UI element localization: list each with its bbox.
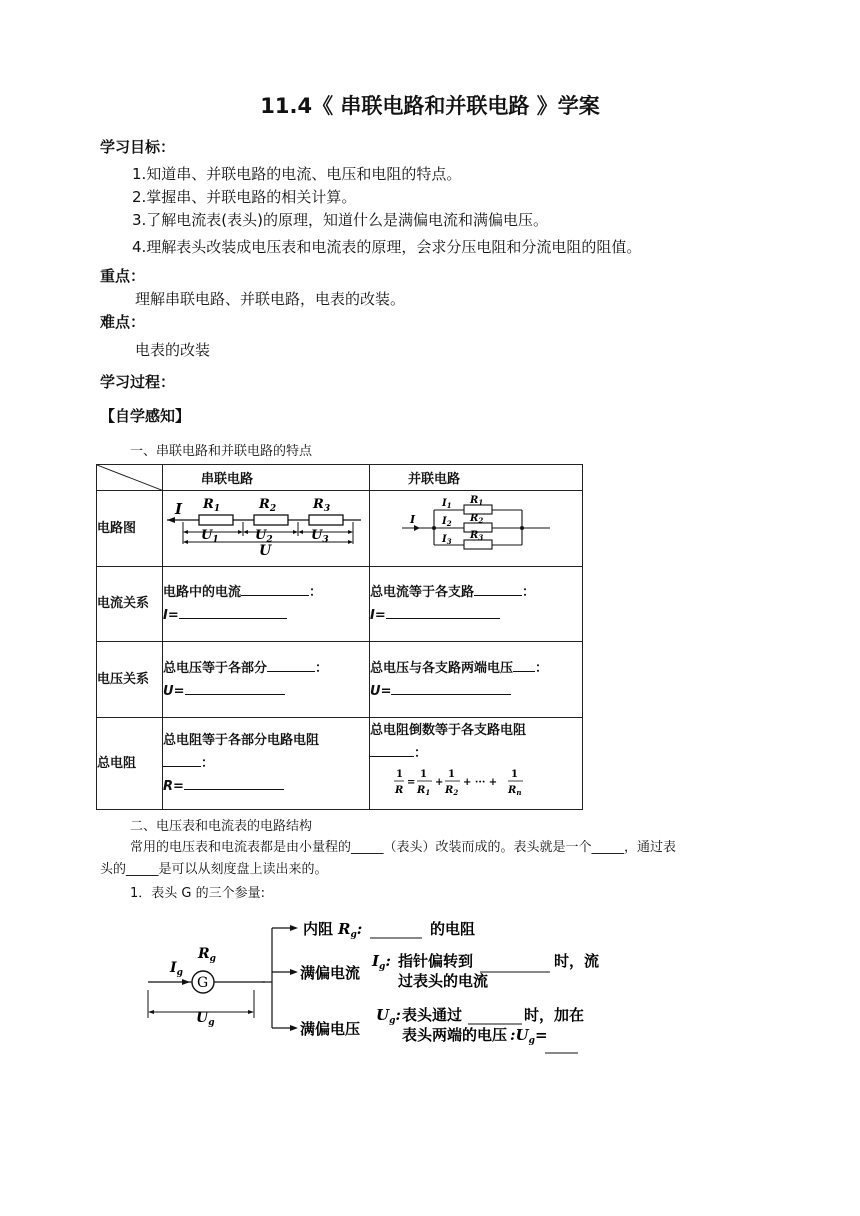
svg-text:+ ··· +: + ··· + bbox=[463, 776, 498, 788]
series-resistance-cell: 总电阻等于各部分电路电阻 ： R= bbox=[163, 718, 370, 810]
svg-text:R2: $R_2$ bbox=[470, 512, 484, 525]
series-current-cell: 电路中的电流 ： I= bbox=[163, 567, 370, 642]
svg-text:I: I bbox=[410, 512, 416, 526]
objective-item: 3.了解电流表(表头)的原理，知道什么是满偏电流和满偏电压。 bbox=[132, 211, 549, 229]
parallel-column-header: 并联电路 bbox=[370, 465, 583, 491]
svg-text:R1: $R_1$ bbox=[470, 494, 484, 507]
table-header-row bbox=[97, 465, 583, 491]
section2-item1: 1．表头 G 的三个参量: bbox=[130, 886, 265, 901]
series-circuit-diagram bbox=[163, 492, 368, 562]
galvanometer-diagram bbox=[140, 910, 620, 1060]
diagonal-line bbox=[97, 465, 164, 491]
series-column-header: 串联电路 bbox=[163, 465, 370, 491]
svg-text:G: G bbox=[197, 975, 209, 991]
svg-text:Ig: $I_g$ bbox=[170, 960, 183, 978]
row-label-diagram: 电路图 bbox=[97, 491, 163, 567]
svg-text:Rn: $R_n$ bbox=[508, 784, 522, 797]
svg-text:满偏电压: 满偏电压 bbox=[300, 1020, 361, 1038]
svg-text:表头两端的电压: 表头两端的电压 bbox=[402, 1026, 508, 1044]
svg-text:R: R bbox=[395, 784, 404, 796]
series-diagram-cell bbox=[163, 491, 370, 567]
label-i: I bbox=[175, 499, 183, 518]
series-voltage-cell: 总电压等于各部分 ： U= bbox=[163, 642, 370, 718]
table-row bbox=[97, 567, 583, 642]
svg-text:I1: $I_1$ bbox=[442, 497, 452, 510]
section1-heading: 一、串联电路和并联电路的特点 bbox=[130, 444, 313, 459]
svg-text:U3: $U_3$ bbox=[311, 527, 329, 545]
svg-text:R2: $R_2$ bbox=[259, 496, 277, 514]
resistor-r2 bbox=[254, 515, 288, 525]
svg-text:Ig:: $I_g$: bbox=[372, 952, 391, 972]
table-row bbox=[97, 642, 583, 718]
objectives-heading: 学习目标： bbox=[100, 138, 176, 156]
table-row bbox=[97, 718, 583, 810]
svg-text:时，流: 时，流 bbox=[554, 952, 600, 970]
svg-text:+: + bbox=[435, 776, 444, 788]
parallel-resistance-formula bbox=[392, 765, 532, 801]
svg-text::Ug=: $:U_g=$ bbox=[510, 1026, 548, 1046]
section2-paragraph-line2: 头的_____是可以从刻度盘上读出来的。 bbox=[100, 862, 328, 877]
svg-text:R2: $R_2$ bbox=[445, 784, 459, 797]
svg-text:R3: $R_3$ bbox=[470, 529, 484, 542]
svg-text:I2: $I_2$ bbox=[442, 515, 452, 528]
svg-text:=: = bbox=[407, 776, 416, 788]
svg-text:1: 1 bbox=[448, 768, 455, 780]
arrow-icon bbox=[167, 517, 175, 523]
svg-text:R3: $R_3$ bbox=[313, 496, 331, 514]
svg-text:Rg: $R_g$ bbox=[198, 946, 216, 964]
svg-text:R1: $R_1$ bbox=[203, 496, 221, 514]
svg-text:U1: $U_1$ bbox=[201, 527, 219, 545]
svg-text:指针偏转到: 指针偏转到 bbox=[398, 952, 474, 970]
svg-text:U: U bbox=[259, 542, 272, 559]
svg-text:内阻: 内阻 bbox=[303, 920, 334, 938]
difficulties-heading: 难点： bbox=[100, 313, 146, 331]
section2-paragraph-line1: 常用的电压表和电流表都是由小量程的_____（表头）改装而成的。表头就是一个_____，通过表 bbox=[130, 840, 677, 855]
svg-text:满偏电流: 满偏电流 bbox=[300, 964, 361, 982]
difficulties-text: 电表的改装 bbox=[135, 341, 211, 359]
page-title: 11.4《 串联电路和并联电路 》学案 bbox=[260, 94, 600, 118]
svg-text:R1: $R_1$ bbox=[417, 784, 431, 797]
parallel-resistance-cell: 总电阻倒数等于各支路电阻 ： 1 R = 1 $R_1$ + 1 $R_2$ + ··· + 1 $R_n$ bbox=[370, 718, 583, 810]
key-points-heading: 重点： bbox=[100, 267, 146, 285]
section2-heading: 二、电压表和电流表的电路结构 bbox=[130, 819, 313, 834]
svg-text:1: 1 bbox=[420, 768, 427, 780]
svg-text:U2: $U_2$ bbox=[255, 527, 273, 545]
process-heading: 学习过程： bbox=[100, 373, 176, 391]
parallel-voltage-cell: 总电压与各支路两端电压 ： U= bbox=[370, 642, 583, 718]
objective-item: 1.知道串、并联电路的电流、电压和电阻的特点。 bbox=[132, 165, 462, 183]
resistor-r1 bbox=[199, 515, 233, 525]
objective-item: 4.理解表头改装成电压表和电流表的原理，会求分压电阻和分流电阻的阻值。 bbox=[132, 238, 642, 256]
svg-text:的电阻: 的电阻 bbox=[430, 920, 476, 938]
svg-text:1: 1 bbox=[396, 768, 403, 780]
resistor-r3 bbox=[309, 515, 343, 525]
comparison-table bbox=[96, 464, 583, 810]
corner-cell bbox=[97, 465, 163, 491]
key-points-text: 理解串联电路、并联电路，电表的改装。 bbox=[135, 290, 406, 308]
parallel-diagram-cell bbox=[370, 491, 583, 567]
parallel-circuit-diagram bbox=[370, 492, 581, 562]
parallel-current-cell: 总电流等于各支路 ： I= bbox=[370, 567, 583, 642]
svg-text:I3: $I_3$ bbox=[442, 533, 452, 546]
svg-text:过表头的电流: 过表头的电流 bbox=[398, 972, 489, 990]
svg-text:表头通过: 表头通过 bbox=[402, 1006, 463, 1024]
svg-text:Ug:: $U_g$: bbox=[376, 1006, 401, 1026]
svg-text:1: 1 bbox=[511, 768, 518, 780]
row-label-resistance: 总电阻 bbox=[97, 718, 163, 810]
row-label-voltage: 电压关系 bbox=[97, 642, 163, 718]
svg-text:时，加在: 时，加在 bbox=[524, 1006, 585, 1024]
svg-text:Rg:: $R_g$: bbox=[338, 920, 363, 940]
self-study-heading: 【自学感知】 bbox=[100, 407, 191, 425]
table-row bbox=[97, 491, 583, 567]
svg-text:Ug: $U_g$ bbox=[196, 1010, 215, 1028]
objective-item: 2.掌握串、并联电路的相关计算。 bbox=[132, 188, 357, 206]
row-label-current: 电流关系 bbox=[97, 567, 163, 642]
